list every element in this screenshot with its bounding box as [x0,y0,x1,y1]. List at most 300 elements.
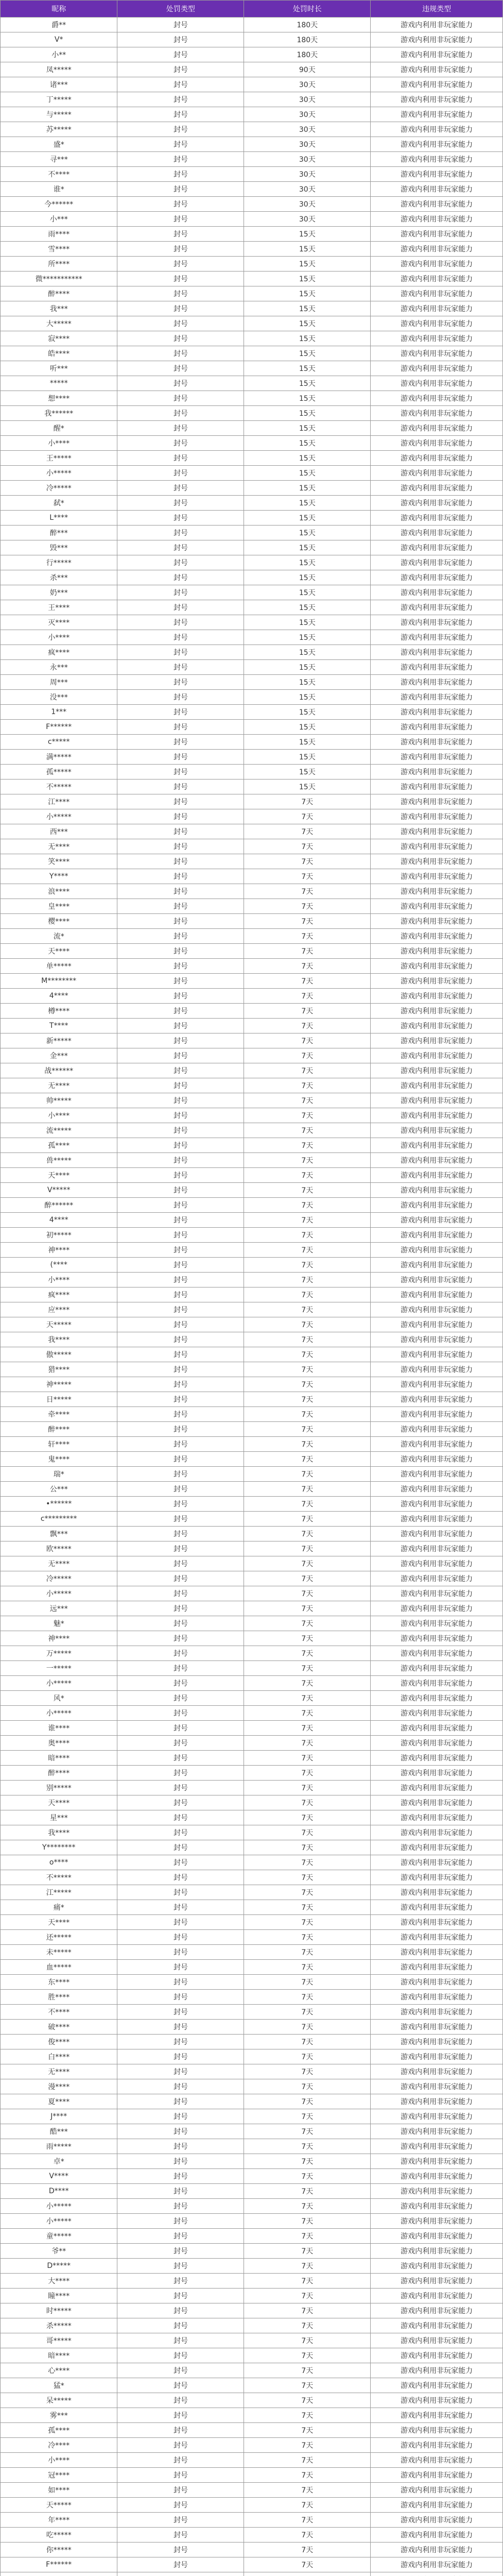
cell-penalty-type: 封号 [117,630,244,645]
cell-penalty-type: 封号 [117,1631,244,1646]
table-row [1,645,503,660]
table-row [1,1975,503,1990]
cell-penalty-duration: 7天 [244,2184,371,2199]
table-row [1,869,503,884]
cell-violation-type: 游戏内利用非玩家能力 [371,1213,503,1228]
cell-penalty-duration: 7天 [244,944,371,959]
cell-penalty-duration: 15天 [244,331,371,346]
table-row [1,466,503,481]
table-row [1,1631,503,1646]
cell-nickname: 别***** [1,1781,117,1795]
table-row [1,1153,503,1168]
cell-violation-type: 游戏内利用非玩家能力 [371,1302,503,1317]
cell-nickname: 樱**** [1,914,117,929]
cell-nickname: 江**** [1,794,117,809]
cell-nickname: F****** [1,720,117,735]
cell-penalty-type: 封号 [117,1721,244,1736]
cell-penalty-duration: 7天 [244,1198,371,1213]
table-row [1,391,503,406]
cell-penalty-type: 封号 [117,2348,244,2363]
table-row [1,182,503,197]
cell-penalty-duration: 7天 [244,914,371,929]
table-row [1,794,503,809]
cell-penalty-type: 封号 [117,436,244,451]
cell-violation-type: 游戏内利用非玩家能力 [371,735,503,750]
cell-penalty-type: 封号 [117,1213,244,1228]
cell-penalty-type: 封号 [117,2543,244,2557]
cell-penalty-type: 封号 [117,2079,244,2094]
table-row [1,750,503,765]
cell-penalty-duration: 15天 [244,272,371,286]
cell-penalty-type: 封号 [117,1347,244,1362]
cell-nickname: 杀*** [1,570,117,585]
table-row [1,929,503,944]
table-row [1,242,503,257]
cell-penalty-duration: 7天 [244,1422,371,1437]
cell-violation-type: 游戏内利用非玩家能力 [371,555,503,570]
cell-nickname: M******** [1,974,117,989]
cell-nickname: 冷***** [1,1571,117,1586]
table-row [1,2543,503,2557]
cell-penalty-type: 封号 [117,1646,244,1661]
cell-penalty-type: 封号 [117,2049,244,2064]
cell-penalty-duration: 7天 [244,1377,371,1392]
cell-violation-type: 游戏内利用非玩家能力 [371,824,503,839]
cell-violation-type: 游戏内利用非玩家能力 [371,809,503,824]
cell-nickname: 诸*** [1,77,117,92]
table-row [1,675,503,690]
cell-violation-type: 游戏内利用非玩家能力 [371,1497,503,1512]
cell-penalty-type: 封号 [117,2020,244,2035]
cell-penalty-duration: 7天 [244,1019,371,1033]
cell-violation-type: 游戏内利用非玩家能力 [371,1915,503,1930]
cell-nickname: 神***** [1,1377,117,1392]
cell-violation-type: 游戏内利用非玩家能力 [371,1108,503,1123]
table-row [1,1781,503,1795]
table-row [1,107,503,122]
cell-penalty-duration: 30天 [244,152,371,167]
table-row [1,1108,503,1123]
cell-nickname: 4**** [1,989,117,1004]
cell-violation-type [371,2572,503,2576]
cell-violation-type: 游戏内利用非玩家能力 [371,1467,503,1482]
cell-penalty-duration: 30天 [244,122,371,137]
cell-penalty-duration: 15天 [244,466,371,481]
cell-violation-type: 游戏内利用非玩家能力 [371,77,503,92]
cell-nickname: 东**** [1,1975,117,1990]
cell-nickname: 欧***** [1,1541,117,1556]
table-row [1,212,503,227]
cell-penalty-duration: 15天 [244,645,371,660]
cell-penalty-type: 封号 [117,2393,244,2408]
table-row [1,2064,503,2079]
cell-violation-type: 游戏内利用非玩家能力 [371,1033,503,1048]
cell-penalty-duration: 7天 [244,1168,371,1183]
cell-violation-type: 游戏内利用非玩家能力 [371,301,503,316]
table-row [1,331,503,346]
cell-penalty-duration: 15天 [244,615,371,630]
table-row [1,451,503,466]
cell-nickname: 今****** [1,197,117,212]
cell-penalty-type: 封号 [117,1736,244,1751]
cell-nickname: J**** [1,2109,117,2124]
cell-penalty-type: 封号 [117,660,244,675]
cell-violation-type: 游戏内利用非玩家能力 [371,765,503,779]
cell-penalty-type: 封号 [117,1377,244,1392]
cell-nickname: 天***** [1,2498,117,2513]
cell-penalty-duration: 7天 [244,1332,371,1347]
cell-violation-type: 游戏内利用非玩家能力 [371,794,503,809]
cell-nickname: L**** [1,511,117,526]
cell-penalty-type: 封号 [117,257,244,272]
cell-nickname: 大***** [1,316,117,331]
cell-penalty-duration: 15天 [244,720,371,735]
cell-penalty-duration: 7天 [244,1766,371,1781]
cell-penalty-duration: 7天 [244,1048,371,1063]
cell-violation-type: 游戏内利用非玩家能力 [371,1706,503,1721]
cell-penalty-type: 封号 [117,2438,244,2453]
cell-violation-type: 游戏内利用非玩家能力 [371,1527,503,1541]
cell-penalty-duration: 7天 [244,1885,371,1900]
cell-penalty-type: 封号 [117,1601,244,1616]
cell-penalty-type: 封号 [117,1840,244,1855]
table-row [1,1302,503,1317]
table-row [1,630,503,645]
cell-penalty-duration: 15天 [244,585,371,600]
cell-violation-type: 游戏内利用非玩家能力 [371,989,503,1004]
cell-penalty-type: 封号 [117,1198,244,1213]
cell-nickname: 年**** [1,2513,117,2528]
cell-violation-type: 游戏内利用非玩家能力 [371,1198,503,1213]
cell-penalty-duration: 15天 [244,316,371,331]
table-row [1,1855,503,1870]
cell-nickname: 小***** [1,2199,117,2214]
cell-penalty-type: 封号 [117,1766,244,1781]
table-row [1,540,503,555]
header-nickname: 昵称 [1,1,117,18]
cell-nickname: 不***** [1,779,117,794]
cell-nickname: 傲***** [1,1347,117,1362]
cell-nickname: 不**** [1,2005,117,2020]
cell-nickname: 疯**** [1,645,117,660]
table-row [1,884,503,899]
table-row [1,2184,503,2199]
table-row [1,2363,503,2378]
cell-penalty-duration: 15天 [244,406,371,421]
table-body [1,18,503,2576]
cell-penalty-type: 封号 [117,2094,244,2109]
cell-violation-type: 游戏内利用非玩家能力 [371,361,503,376]
table-row [1,92,503,107]
table-row [1,1392,503,1407]
cell-penalty-duration: 15天 [244,361,371,376]
cell-penalty-type: 封号 [117,1108,244,1123]
cell-penalty-duration: 30天 [244,182,371,197]
cell-penalty-type: 封号 [117,2423,244,2438]
cell-penalty-type: 封号 [117,1243,244,1258]
cell-penalty-duration: 15天 [244,496,371,511]
cell-penalty-type: 封号 [117,1945,244,1960]
cell-penalty-type: 封号 [117,645,244,660]
cell-penalty-duration: 7天 [244,899,371,914]
cell-penalty-type: 封号 [117,1287,244,1302]
cell-violation-type: 游戏内利用非玩家能力 [371,1078,503,1093]
cell-nickname: 呆***** [1,2393,117,2408]
cell-violation-type: 游戏内利用非玩家能力 [371,2229,503,2244]
cell-penalty-type: 封号 [117,152,244,167]
cell-violation-type: 游戏内利用非玩家能力 [371,1810,503,1825]
cell-penalty-type: 封号 [117,884,244,899]
table-row [1,1527,503,1541]
cell-penalty-duration: 15天 [244,675,371,690]
cell-violation-type: 游戏内利用非玩家能力 [371,2453,503,2468]
cell-nickname: 暗**** [1,1751,117,1766]
cell-penalty-type: 封号 [117,2483,244,2498]
table-row [1,1512,503,1527]
cell-penalty-type: 封号 [117,197,244,212]
cell-penalty-duration: 7天 [244,2423,371,2438]
table-row [1,2423,503,2438]
cell-nickname: 想**** [1,391,117,406]
table-row [1,1840,503,1855]
cell-penalty-duration: 15天 [244,391,371,406]
cell-violation-type: 游戏内利用非玩家能力 [371,1362,503,1377]
cell-penalty-duration: 7天 [244,1975,371,1990]
cell-penalty-type: 封号 [117,1467,244,1482]
cell-nickname: 寻*** [1,152,117,167]
cell-violation-type: 游戏内利用非玩家能力 [371,1721,503,1736]
cell-penalty-duration: 180天 [244,18,371,32]
cell-penalty-type: 封号 [117,1093,244,1108]
cell-nickname: 行***** [1,555,117,570]
table-row [1,2438,503,2453]
cell-penalty-duration: 7天 [244,1258,371,1273]
cell-penalty-type: 封号 [117,1855,244,1870]
cell-penalty-duration: 15天 [244,257,371,272]
cell-violation-type: 游戏内利用非玩家能力 [371,2378,503,2393]
table-row [1,137,503,152]
cell-penalty-duration: 15天 [244,660,371,675]
cell-violation-type: 游戏内利用非玩家能力 [371,1766,503,1781]
cell-penalty-duration: 7天 [244,1616,371,1631]
table-row [1,2139,503,2154]
cell-penalty-type: 封号 [117,1870,244,1885]
cell-violation-type: 游戏内利用非玩家能力 [371,2154,503,2169]
cell-violation-type: 游戏内利用非玩家能力 [371,1228,503,1243]
table-row [1,765,503,779]
cell-penalty-type: 封号 [117,1527,244,1541]
cell-violation-type: 游戏内利用非玩家能力 [371,2079,503,2094]
cell-nickname: 凤***** [1,62,117,77]
cell-violation-type: 游戏内利用非玩家能力 [371,286,503,301]
cell-nickname: 小**** [1,436,117,451]
cell-nickname: 神**** [1,1631,117,1646]
table-row [1,2079,503,2094]
table-row [1,1407,503,1422]
cell-penalty-duration: 7天 [244,1631,371,1646]
table-row [1,989,503,1004]
cell-nickname: 王***** [1,451,117,466]
cell-penalty-duration: 7天 [244,1362,371,1377]
cell-violation-type: 游戏内利用非玩家能力 [371,2094,503,2109]
cell-nickname: Y******** [1,1840,117,1855]
cell-nickname: •****** [1,1497,117,1512]
cell-penalty-duration: 7天 [244,2199,371,2214]
table-row [1,2408,503,2423]
cell-penalty-type: 封号 [117,421,244,436]
cell-penalty-type: 封号 [117,1900,244,1915]
cell-penalty-duration: 7天 [244,2124,371,2139]
cell-penalty-duration: 7天 [244,1945,371,1960]
cell-nickname: 疯**** [1,1287,117,1302]
cell-penalty-type: 封号 [117,466,244,481]
cell-violation-type: 游戏内利用非玩家能力 [371,167,503,182]
cell-nickname: 醉**** [1,1766,117,1781]
cell-penalty-type: 封号 [117,720,244,735]
cell-violation-type: 游戏内利用非玩家能力 [371,1482,503,1497]
table-row [1,1586,503,1601]
cell-violation-type: 游戏内利用非玩家能力 [371,1586,503,1601]
cell-penalty-duration [244,2572,371,2576]
cell-penalty-duration: 15天 [244,242,371,257]
cell-penalty-type: 封号 [117,227,244,242]
table-row [1,555,503,570]
cell-penalty-duration: 7天 [244,2289,371,2303]
cell-penalty-type: 封号 [117,451,244,466]
cell-penalty-type: 封号 [117,2139,244,2154]
cell-penalty-duration: 15天 [244,436,371,451]
cell-nickname: 兽***** [1,1153,117,1168]
cell-penalty-type: 封号 [117,974,244,989]
cell-penalty-type: 封号 [117,1138,244,1153]
cell-violation-type: 游戏内利用非玩家能力 [371,854,503,869]
cell-nickname: 公*** [1,1482,117,1497]
cell-nickname: 童***** [1,2229,117,2244]
cell-penalty-duration: 15天 [244,765,371,779]
cell-nickname: Y**** [1,869,117,884]
cell-violation-type: 游戏内利用非玩家能力 [371,779,503,794]
cell-violation-type: 游戏内利用非玩家能力 [371,1930,503,1945]
cell-nickname: 笑**** [1,854,117,869]
cell-penalty-duration: 7天 [244,2303,371,2318]
cell-nickname: 寂**** [1,331,117,346]
cell-penalty-type: 封号 [117,2378,244,2393]
cell-violation-type: 游戏内利用非玩家能力 [371,2513,503,2528]
cell-penalty-duration: 15天 [244,600,371,615]
cell-penalty-duration: 7天 [244,1900,371,1915]
table-row [1,2199,503,2214]
table-row [1,346,503,361]
table-row [1,18,503,32]
cell-penalty-type: 封号 [117,286,244,301]
table-row [1,1766,503,1781]
cell-nickname: 孤**** [1,1138,117,1153]
table-row [1,167,503,182]
table-row [1,600,503,615]
cell-penalty-type: 封号 [117,1571,244,1586]
cell-penalty-duration: 7天 [244,1078,371,1093]
cell-penalty-duration: 30天 [244,92,371,107]
table-row [1,2049,503,2064]
cell-penalty-duration: 15天 [244,570,371,585]
cell-violation-type: 游戏内利用非玩家能力 [371,137,503,152]
cell-nickname: c********* [1,1512,117,1527]
cell-penalty-type: 封号 [117,77,244,92]
cell-nickname: 小*** [1,212,117,227]
cell-penalty-duration: 15天 [244,421,371,436]
cell-penalty-duration: 7天 [244,1646,371,1661]
cell-violation-type: 游戏内利用非玩家能力 [371,227,503,242]
cell-violation-type: 游戏内利用非玩家能力 [371,242,503,257]
cell-penalty-type: 封号 [117,1975,244,1990]
cell-nickname: 天**** [1,1795,117,1810]
cell-nickname: 雪**** [1,242,117,257]
cell-penalty-duration: 7天 [244,1004,371,1019]
table-row [1,1751,503,1766]
cell-penalty-duration: 7天 [244,1273,371,1287]
cell-penalty-type: 封号 [117,675,244,690]
cell-penalty-type: 封号 [117,1706,244,1721]
cell-penalty-duration: 180天 [244,32,371,47]
cell-violation-type: 游戏内利用非玩家能力 [371,1347,503,1362]
cell-penalty-type: 封号 [117,585,244,600]
table-row [1,1243,503,1258]
cell-violation-type: 游戏内利用非玩家能力 [371,2139,503,2154]
cell-violation-type: 游戏内利用非玩家能力 [371,2557,503,2572]
cell-penalty-duration: 15天 [244,301,371,316]
cell-violation-type: 游戏内利用非玩家能力 [371,1691,503,1706]
cell-penalty-type: 封号 [117,2289,244,2303]
cell-violation-type: 游戏内利用非玩家能力 [371,1541,503,1556]
table-row [1,2348,503,2363]
header-violation-type: 违规类型 [371,1,503,18]
cell-penalty-duration: 7天 [244,1810,371,1825]
cell-penalty-duration: 7天 [244,2229,371,2244]
cell-violation-type: 游戏内利用非玩家能力 [371,600,503,615]
cell-violation-type: 游戏内利用非玩家能力 [371,660,503,675]
cell-violation-type: 游戏内利用非玩家能力 [371,406,503,421]
cell-penalty-duration: 7天 [244,2378,371,2393]
cell-violation-type: 游戏内利用非玩家能力 [371,1945,503,1960]
table-row [1,526,503,540]
cell-penalty-duration: 7天 [244,1123,371,1138]
cell-penalty-duration: 7天 [244,1541,371,1556]
cell-penalty-duration: 7天 [244,1213,371,1228]
table-header-row [1,1,503,18]
cell-nickname: 醉*** [1,526,117,540]
cell-penalty-duration: 7天 [244,1781,371,1795]
table-row [1,2020,503,2035]
cell-violation-type: 游戏内利用非玩家能力 [371,540,503,555]
cell-penalty-type: 封号 [117,2035,244,2049]
table-row [1,2214,503,2229]
table-row [1,2557,503,2572]
cell-violation-type: 游戏内利用非玩家能力 [371,1870,503,1885]
cell-violation-type: 游戏内利用非玩家能力 [371,526,503,540]
cell-penalty-type: 封号 [117,2468,244,2483]
table-row [1,1258,503,1273]
table-row [1,2274,503,2289]
cell-penalty-type: 封号 [117,765,244,779]
cell-penalty-type: 封号 [117,32,244,47]
cell-violation-type: 游戏内利用非玩家能力 [371,720,503,735]
cell-nickname: 小***** [1,466,117,481]
table-row [1,2005,503,2020]
table-row [1,1482,503,1497]
cell-penalty-type: 封号 [117,1586,244,1601]
table-row [1,824,503,839]
cell-nickname: 如**** [1,2483,117,2498]
